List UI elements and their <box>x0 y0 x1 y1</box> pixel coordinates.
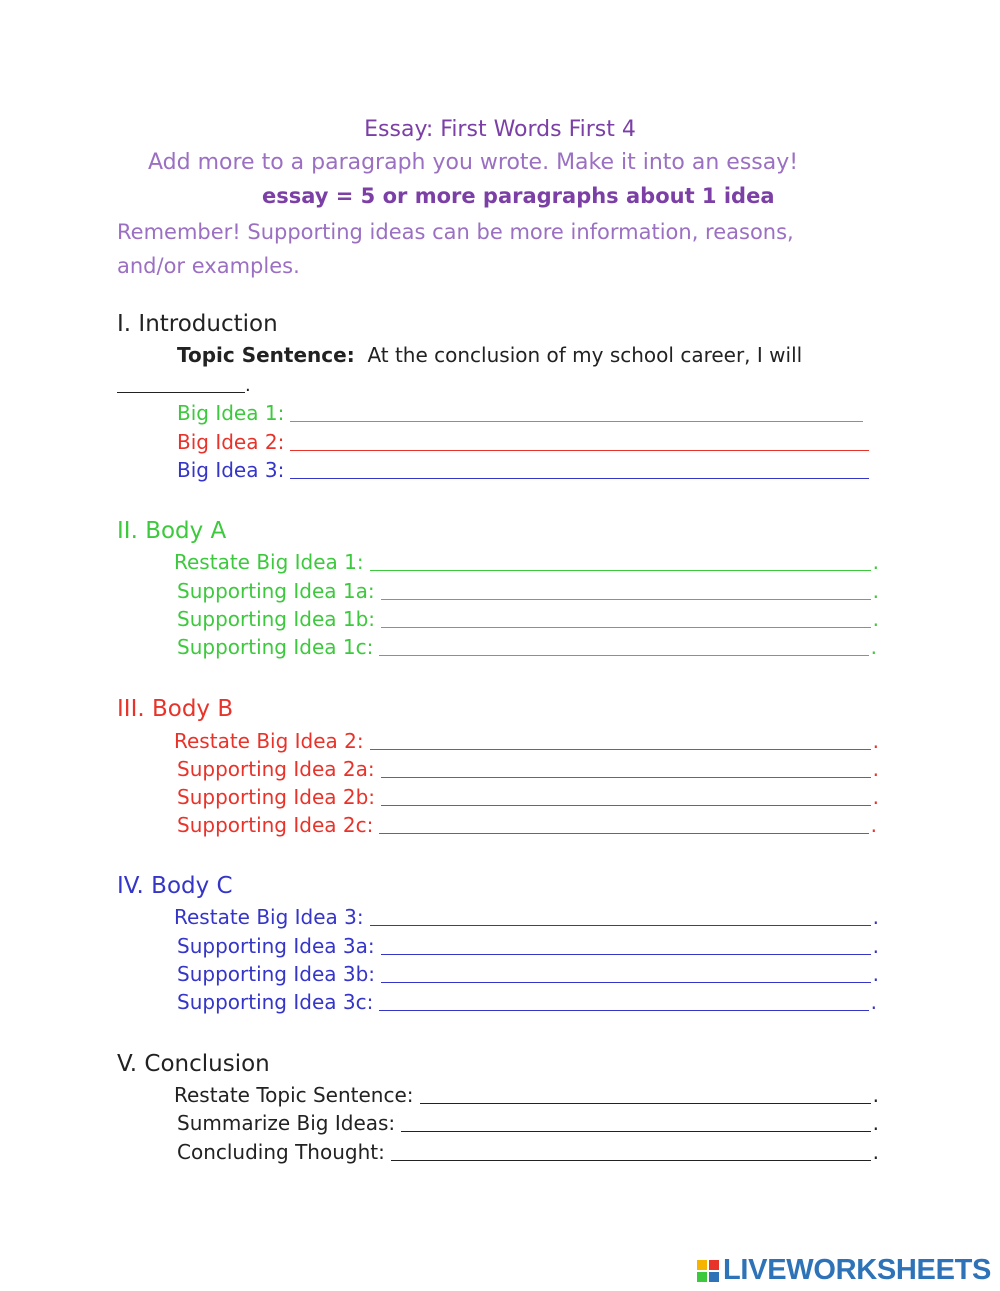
page-title: Essay: First Words First 4 <box>364 117 636 142</box>
topic-sentence-period: . <box>245 375 251 396</box>
body-c-row-blank[interactable] <box>379 1010 868 1011</box>
body-b-row-label: Supporting Idea 2a: <box>177 757 375 781</box>
body-b-row-label: Supporting Idea 2c: <box>177 813 374 837</box>
body-a-row-label: Supporting Idea 1a: <box>177 579 375 603</box>
topic-sentence <box>177 343 802 367</box>
remember-note: Remember! Supporting ideas can be more information, reasons, and/or examples. <box>117 220 794 278</box>
body-a-row <box>177 605 879 633</box>
body-a-row-blank[interactable] <box>370 570 871 571</box>
period: . <box>872 785 879 809</box>
conclusion-row-blank[interactable] <box>401 1131 870 1132</box>
liveworksheets-logo-icon <box>697 1260 719 1282</box>
body-c-row <box>177 960 879 988</box>
body-c-row-label: Supporting Idea 3c: <box>177 990 374 1014</box>
body-a-row-label: Supporting Idea 1c: <box>177 635 374 659</box>
topic-sentence-text: At the conclusion of my school career, I will <box>367 343 803 367</box>
period: . <box>872 934 879 958</box>
big-idea-3-row <box>177 456 869 484</box>
liveworksheets-logo[interactable] <box>697 1254 991 1287</box>
body-c-row-blank[interactable] <box>381 982 871 983</box>
body-c-heading: IV. Body C <box>117 873 233 899</box>
body-b-heading: III. Body B <box>117 696 234 722</box>
intro-heading: I. Introduction <box>117 311 278 337</box>
body-b-row-label: Supporting Idea 2b: <box>177 785 376 809</box>
body-a-row <box>177 633 877 661</box>
body-c-row <box>177 932 879 960</box>
period: . <box>872 1140 879 1164</box>
body-c-row-label: Supporting Idea 3a: <box>177 934 375 958</box>
big-idea-2-row <box>177 428 869 456</box>
conclusion-row <box>177 1138 879 1166</box>
body-c-row <box>174 903 879 931</box>
body-a-row-blank[interactable] <box>381 599 871 600</box>
body-a-row <box>174 548 879 576</box>
conclusion-row <box>177 1109 879 1137</box>
conclusion-row <box>174 1081 879 1109</box>
big-idea-3-blank[interactable] <box>290 478 869 479</box>
subtitle: Add more to a paragraph you wrote. Make it into an essay! <box>148 150 799 175</box>
period: . <box>872 1111 879 1135</box>
big-idea-3-label: Big Idea 3: <box>177 458 285 482</box>
body-b-row-blank[interactable] <box>370 749 871 750</box>
body-a-row-blank[interactable] <box>379 655 868 656</box>
body-a-row-label: Supporting Idea 1b: <box>177 607 376 631</box>
topic-sentence-label: Topic Sentence: <box>177 343 355 367</box>
body-a-heading: II. Body A <box>117 518 227 544</box>
body-c-row <box>177 988 877 1016</box>
body-c-row-blank[interactable] <box>381 954 871 955</box>
body-b-row <box>177 811 877 839</box>
big-idea-2-blank[interactable] <box>290 450 869 451</box>
conclusion-row-blank[interactable] <box>391 1160 871 1161</box>
period: . <box>872 757 879 781</box>
conclusion-row-label: Restate Topic Sentence: <box>174 1083 414 1107</box>
essay-definition: essay = 5 or more paragraphs about 1 idea <box>262 184 775 208</box>
body-b-row-label: Restate Big Idea 2: <box>174 729 364 753</box>
body-c-row-blank[interactable] <box>370 925 871 926</box>
logo-text: LIVEWORKSHEETS <box>723 1254 992 1286</box>
conclusion-row-blank[interactable] <box>420 1103 871 1104</box>
body-b-row-blank[interactable] <box>381 777 871 778</box>
conclusion-heading: V. Conclusion <box>117 1051 270 1077</box>
topic-sentence-blank[interactable] <box>117 392 245 393</box>
body-a-row <box>177 577 879 605</box>
body-c-row-label: Restate Big Idea 3: <box>174 905 364 929</box>
period: . <box>872 1083 879 1107</box>
big-idea-1-row <box>177 399 863 427</box>
body-b-row <box>177 783 879 811</box>
period: . <box>872 729 879 753</box>
conclusion-row-label: Concluding Thought: <box>177 1140 385 1164</box>
body-a-row-label: Restate Big Idea 1: <box>174 550 364 574</box>
period: . <box>872 550 879 574</box>
period: . <box>872 962 879 986</box>
body-b-row <box>177 755 879 783</box>
body-a-row-blank[interactable] <box>381 627 871 628</box>
big-idea-2-label: Big Idea 2: <box>177 430 285 454</box>
body-b-row <box>174 727 879 755</box>
big-idea-1-blank[interactable] <box>290 421 863 422</box>
period: . <box>870 813 877 837</box>
body-b-row-blank[interactable] <box>381 805 871 806</box>
period: . <box>872 579 879 603</box>
big-idea-1-label: Big Idea 1: <box>177 401 285 425</box>
period: . <box>870 990 877 1014</box>
conclusion-row-label: Summarize Big Ideas: <box>177 1111 396 1135</box>
period: . <box>872 905 879 929</box>
period: . <box>870 635 877 659</box>
body-b-row-blank[interactable] <box>379 833 868 834</box>
period: . <box>872 607 879 631</box>
body-c-row-label: Supporting Idea 3b: <box>177 962 376 986</box>
